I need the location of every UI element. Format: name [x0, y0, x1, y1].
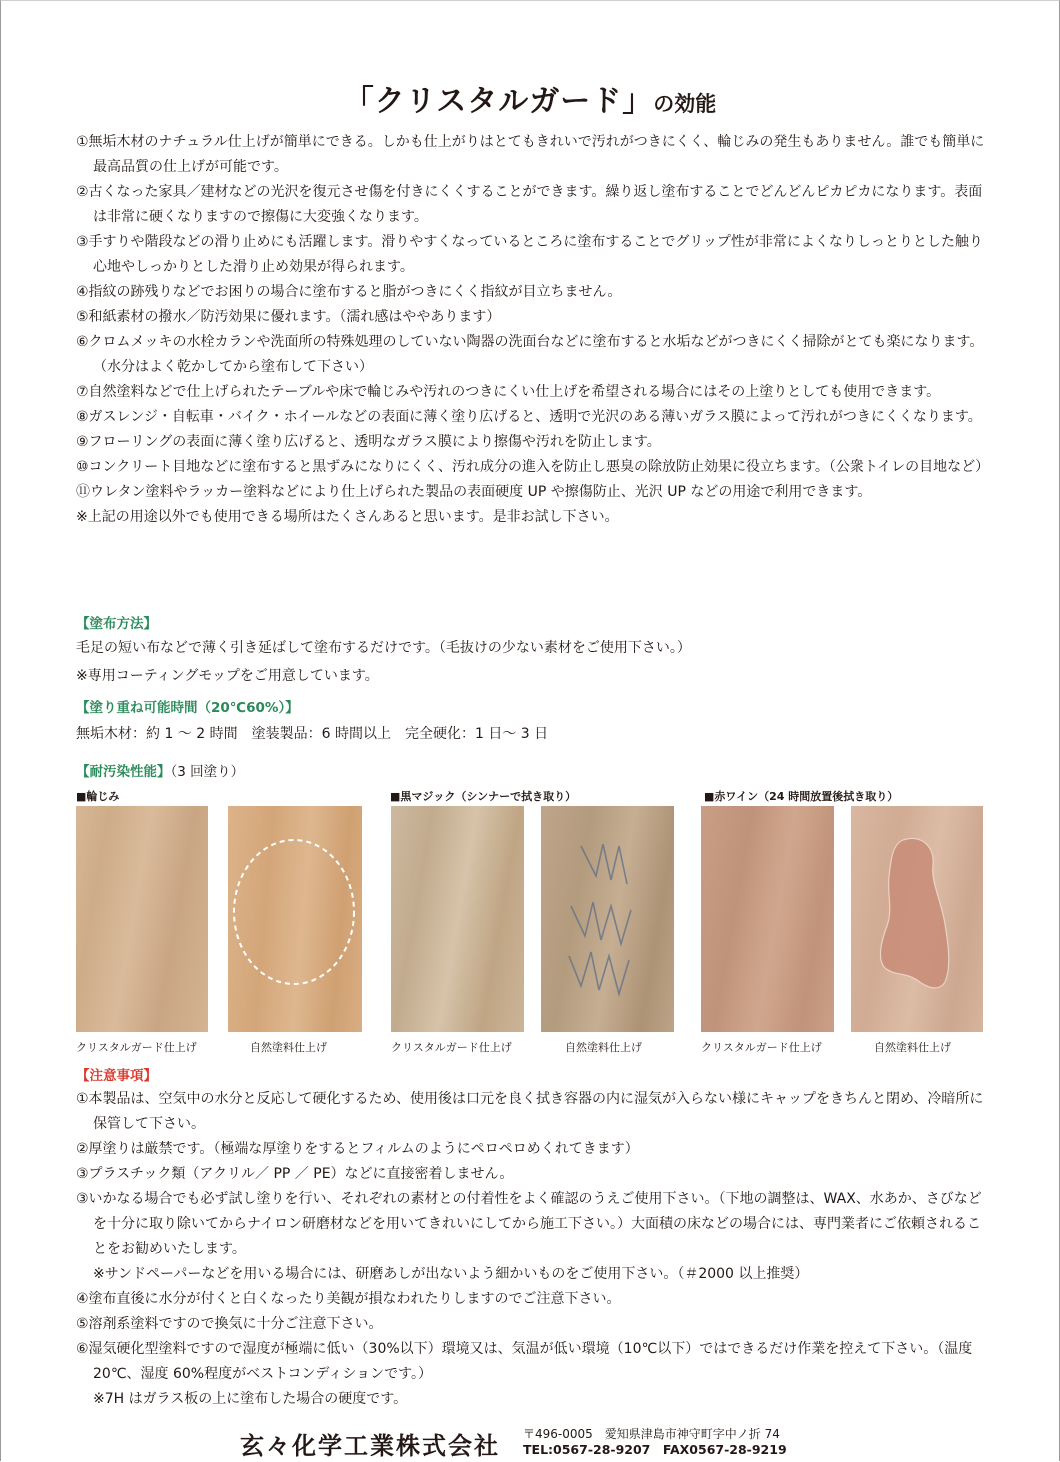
sample-label: クリスタルガード仕上げ	[76, 1041, 197, 1054]
effects-note: ※上記の用途以外でも使用できる場所はたくさんあると思います。是非お試し下さい。	[76, 509, 619, 525]
company-name: 玄々化学工業株式会社	[240, 1432, 500, 1460]
sample-label: 自然塗料仕上げ	[250, 1041, 327, 1054]
company-contact	[523, 1426, 787, 1458]
effect-item: ⑥クロムメッキの水栓カランや洗面所の特殊処理のしていない陶器の洗面台などに塗布すると水垢などがつきにくく掃除がとても楽になります。（水分はよく乾かしてから塗布して下さい）	[76, 334, 984, 375]
stain-heading	[76, 760, 244, 780]
title-main: 「クリスタルガード」	[343, 84, 654, 119]
cautions-list	[76, 1087, 986, 1412]
stain-group-caption: ■黒マジック（シンナーで拭き取り）	[390, 790, 577, 803]
sample-label: クリスタルガード仕上げ	[391, 1041, 512, 1054]
effect-item: ②古くなった家具／建材などの光沢を復元させ傷を付きにくくすることができます。繰り返し塗布することでどんどんピカピカになります。表面は非常に硬くなりますので擦傷に大変強くなります。	[76, 184, 983, 225]
effect-item: ⑨フローリングの表面に薄く塗り広げると、透明なガラス膜により擦傷や汚れを防止します。	[76, 434, 661, 450]
page-title	[0, 76, 1060, 120]
application-heading: 【塗布方法】	[76, 616, 157, 632]
stain-heading-suffix: （3 回塗り）	[170, 764, 245, 780]
company-address: 〒496-0005 愛知県津島市神守町字中ノ折 74	[523, 1427, 780, 1441]
application-text: 毛足の短い布などで薄く引き延ばして塗布するだけです。（毛抜けの少ない素材をご使用下さい。）	[76, 640, 691, 656]
effects-list	[76, 130, 990, 530]
title-suffix: の効能	[653, 92, 717, 116]
caution-item: ④塗布直後に水分が付くと白くなったり美観が損なわれたりしますのでご注意下さい。	[76, 1291, 621, 1307]
caution-item: ②厚塗りは厳禁です。（極端な厚塗りをするとフィルムのようにペロペロめくれてきます）	[76, 1141, 639, 1157]
recoat-text: 無垢木材：約 1 〜 2 時間 塗装製品：6 時間以上 完全硬化：1 日〜 3 日	[76, 726, 549, 742]
sample-label: クリスタルガード仕上げ	[701, 1041, 822, 1054]
effect-item: ⑩コンクリート目地などに塗布すると黒ずみになりにくく、汚れ成分の進入を防止し悪臭の除放防止効果に役立ちます。（公衆トイレの目地など）	[76, 459, 990, 475]
application-note: ※専用コーティングモップをご用意しています。	[76, 668, 379, 684]
marker-stain-mark	[541, 806, 674, 1032]
sample-natural-water-ring	[228, 806, 362, 1032]
caution-item: ⑥湿気硬化型塗料ですので湿度が極端に低い（30%以下）環境又は、気温が低い環境（10℃以下）ではできるだけ作業を控えて下さい。（温度 20℃、湿度 60%程度がベストコンディションです。）	[76, 1341, 973, 1382]
effect-item: ⑪ウレタン塗料やラッカー塗料などにより仕上げられた製品の表面硬度 UP や擦傷防止、光沢 UP などの用途で利用できます。	[76, 484, 872, 500]
cautions-heading: 【注意事項】	[76, 1068, 157, 1084]
sample-natural-red-wine	[851, 806, 983, 1032]
sample-label: 自然塗料仕上げ	[874, 1041, 951, 1054]
sample-crystalguard-water-ring	[76, 806, 208, 1032]
effect-item: ③手すりや階段などの滑り止めにも活躍します。滑りやすくなっているところに塗布することでグリップ性が非常によくなりしっとりとした触り心地やしっかりとした滑り止め効果が得られます。	[76, 234, 983, 275]
sample-natural-marker	[541, 806, 674, 1032]
effect-item: ⑧ガスレンジ・自転車・バイク・ホイールなどの表面に薄く塗り広げると、透明で光沢のある薄いガラス膜によって汚れがつきにくくなります。	[76, 409, 982, 425]
sample-label: 自然塗料仕上げ	[565, 1041, 642, 1054]
effect-item: ⑤和紙素材の撥水／防汚効果に優れます。（濡れ感はややあります）	[76, 309, 501, 325]
caution-sub-note: ※サンドペーパーなどを用いる場合には、研磨あしが出ないよう細かいものをご使用下さい。（＃2000 以上推奨）	[93, 1266, 809, 1282]
effect-item: ④指紋の跡残りなどでお困りの場合に塗布すると脂がつきにくく指紋が目立ちません。	[76, 284, 622, 300]
effect-item: ⑦自然塗料などで仕上げられたテーブルや床で輪じみや汚れのつきにくい仕上げを希望される場合にはその上塗りとしても使用できます。	[76, 384, 941, 400]
company-phone-fax: TEL:0567-28-9207 FAX0567-28-9219	[523, 1442, 787, 1457]
sample-crystalguard-marker	[391, 806, 524, 1032]
effect-item: ①無垢木材のナチュラル仕上げが簡単にできる。しかも仕上がりはとてもきれいで汚れがつきにくく、輪じみの発生もありません。誰でも簡単に最高品質の仕上げが可能です。	[76, 134, 985, 175]
caution-sub-note: ※7H はガラス板の上に塗布した場合の硬度です。	[93, 1391, 408, 1407]
caution-item: ⑤溶剤系塗料ですので換気に十分ご注意下さい。	[76, 1316, 383, 1332]
caution-item: ③プラスチック類（アクリル／ PP ／ PE）などに直接密着しません。	[76, 1166, 514, 1182]
sample-crystalguard-red-wine	[701, 806, 834, 1032]
stain-group-caption: ■輪じみ	[76, 790, 120, 803]
water-ring-outline	[228, 806, 362, 1032]
recoat-heading: 【塗り重ね可能時間（20℃60%）】	[76, 700, 299, 716]
caution-item: ①本製品は、空気中の水分と反応して硬化するため、使用後は口元を良く拭き容器の内に湿気が入らない様にキャップをきちんと閉め、冷暗所に保管して下さい。	[76, 1091, 984, 1132]
stain-group-caption: ■赤ワイン（24 時間放置後拭き取り）	[704, 790, 899, 803]
caution-item: ③いかなる場合でも必ず試し塗りを行い、それぞれの素材との付着性をよく確認のうえご使用下さい。（下地の調整は、WAX、水あか、さびなどを十分に取り除いてからナイロン研磨材などを用いてきれいにしてから施工下さい。）大面積の床などの場合には、専門業者にご依頼されることをお勧めいたします。	[76, 1191, 982, 1257]
stain-heading-label: 【耐汚染性能】	[76, 764, 171, 780]
wine-stain-mark	[851, 806, 983, 1032]
